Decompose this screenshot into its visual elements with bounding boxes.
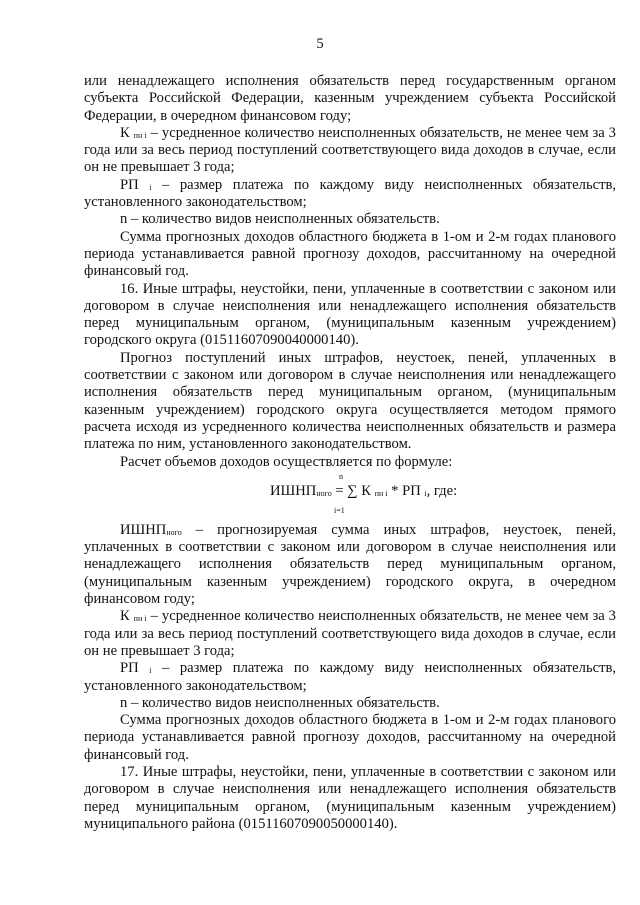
symbol: К: [120, 124, 130, 141]
subscript: i: [149, 666, 152, 676]
formula: [84, 471, 616, 522]
paragraph: или ненадлежащего исполнения обязательств перед государственным органом субъекта Российской Федерации, казенным учреждением субъекта Российской Федерации, в очередном финансовом году;: [84, 73, 616, 124]
subscript: ного: [166, 527, 182, 537]
definition-text: – размер платежа по каждому виду неисполненных обязательств, установленного законодательством;: [84, 176, 616, 211]
definition-text: – прогнозируемая сумма иных штрафов, неустоек, пеней, уплаченных в соответствии с законом или договором в случае неисполнения или ненадлежащего исполнения обязательств перед муниципальным органом, (муниципальным казенным учреждением) городского округа, в очередном финансовом году;: [84, 521, 616, 608]
symbol: РП: [120, 176, 139, 193]
symbol: К: [120, 608, 130, 625]
subscript: i: [424, 488, 427, 498]
symbol: РП: [120, 660, 139, 677]
symbol: ИШНП: [120, 521, 167, 538]
formula-intro: Расчет объемов доходов осуществляется по формуле:: [120, 453, 453, 470]
definition-ishnp: [84, 522, 616, 608]
definition-rp: [84, 177, 616, 212]
document-body: [84, 73, 616, 833]
section-17-heading: 17. Иные штрафы, неустойки, пени, уплаченные в соответствии с законом или договором в случае неисполнения или ненадлежащего исполнения обязательств перед муниципальным органом, (муниципальным казенным учреждением) муниципального района (01511607090050000140).: [84, 763, 616, 832]
paragraph: Прогноз поступлений иных штрафов, неустоек, пеней, уплаченных в соответствии с законом или договором в случае неисполнения или ненадлежащего исполнения обязательств перед муниципальным органом, (муниципальным казенным учреждением) городского округа осуществляется методом прямого расчета исходя из усредненного количества неисполненных обязательств и размера платежа по ним, установленного законодательством.: [84, 349, 616, 453]
sum-lower-limit: i=1: [334, 505, 345, 515]
definition-k: [84, 608, 616, 660]
subscript: пн i: [133, 614, 147, 624]
subscript: ного: [316, 488, 332, 498]
subscript: пн i: [374, 488, 388, 498]
paragraph: Сумма прогнозных доходов областного бюджета в 1-ом и 2-м годах планового периода устанавливается равной прогнозу доходов, рассчитанному на очередной финансовый год.: [84, 228, 616, 280]
definition-n: n – количество видов неисполненных обязательств.: [120, 694, 440, 711]
definition-text: – усредненное количество неисполненных обязательств, не менее чем за 3 года или за весь период поступлений соответствующего вида доходов в случае, если он не превышает 3 года;: [84, 608, 616, 659]
definition-rp: [84, 660, 616, 695]
page-number: 5: [316, 36, 324, 52]
definition-k: [84, 125, 616, 177]
formula-product: * РП: [387, 482, 425, 499]
formula-expression: [270, 483, 457, 500]
sum-upper-limit: n: [339, 471, 343, 481]
formula-tail: , где:: [426, 482, 458, 499]
formula-sum: = ∑ К: [331, 482, 375, 499]
subscript: i: [149, 182, 152, 192]
definition-n: n – количество видов неисполненных обязательств.: [120, 211, 440, 228]
definition-text: – усредненное количество неисполненных обязательств, не менее чем за 3 года или за весь период поступлений соответствующего вида доходов в случае, если он не превышает 3 года;: [84, 124, 616, 176]
subscript: пн i: [133, 130, 147, 140]
section-16-heading: 16. Иные штрафы, неустойки, пени, уплаченные в соответствии с законом или договором в случае неисполнения или ненадлежащего исполнения обязательств перед муниципальным органом, (муниципальным казенным учреждением) городского округа (01511607090040000140).: [84, 280, 616, 349]
formula-lhs: ИШНП: [270, 482, 317, 499]
paragraph: Сумма прогнозных доходов областного бюджета в 1-ом и 2-м годах планового периода устанавливается равной прогнозу доходов, рассчитанному на очередной финансовый год.: [84, 712, 616, 763]
definition-text: – размер платежа по каждому виду неисполненных обязательств, установленного законодательством;: [84, 660, 616, 694]
